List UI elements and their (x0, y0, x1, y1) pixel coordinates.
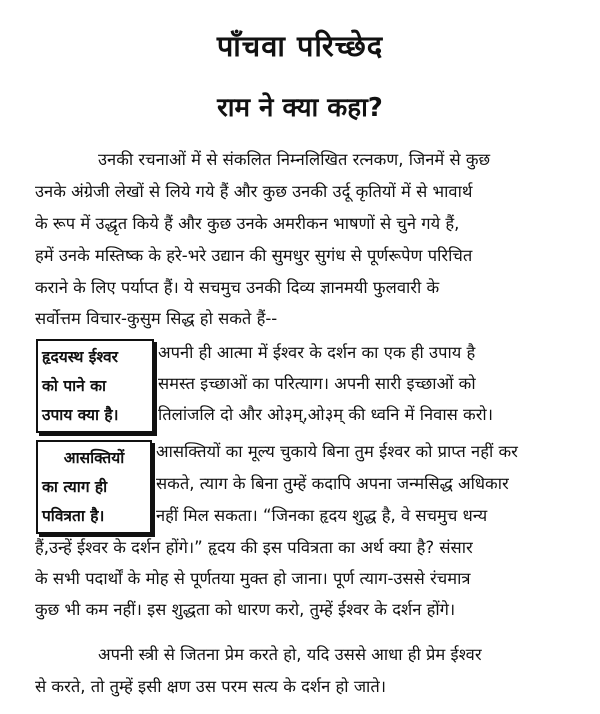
paragraph-line: हैं,उन्हें ईश्वर के दर्शन होंगे।” हृदय की इस पवित्रता का अर्थ क्या है? संसार (35, 538, 473, 557)
paragraph-line: कुछ भी कम नहीं। इस शुद्धता को धारण करो, तुम्हें ईश्वर के दर्शन होंगे। (35, 600, 456, 619)
intro-line: कराने के लिए पर्याप्त हैं। ये सचमुच उनकी दिव्य ज्ञानमयी फुलवारी के (35, 278, 440, 297)
intro-line: हमें उनके मस्तिष्क के हरे-भरे उद्यान की सुमधुर सुगंध से पूर्णरूपेण परिचित (35, 246, 473, 265)
paragraph-line: नहीं मिल सकता। “जिनका हृदय शुद्ध है, वे सचमुच धन्य (156, 506, 488, 525)
paragraph-line: आसक्तियों का मूल्य चुकाये बिना तुम ईश्वर को प्राप्त नहीं कर (156, 442, 518, 461)
sidenote-line: पवित्रता है। (42, 507, 105, 525)
paragraph-line: सकते, त्याग के बिना तुम्हें कदापि अपना जन्मसिद्ध अधिकार (156, 474, 509, 493)
sidenote-line: आसक्तियों (63, 449, 125, 467)
paragraph-line: समस्त इच्छाओं का परित्याग। अपनी सारी इच्छाओं को (158, 374, 476, 393)
intro-line: उनके अंग्रेजी लेखों से लिये गये हैं और कुछ उनकी उर्दू कृतियों में से भावार्थ (35, 182, 473, 201)
intro-line: सर्वोत्तम विचार-कुसुम सिद्ध हो सकते हैं-- (35, 309, 278, 328)
sidenote-box (36, 440, 152, 534)
paragraph-line: के सभी पदार्थों के मोह से पूर्णतया मुक्त हो जाना। पूर्ण त्याग-उससे रंचमात्र (35, 569, 471, 588)
paragraph-line: तिलांजलि दो और ओ३म्,ओ३म् की ध्वनि में निवास करो। (158, 405, 493, 424)
paragraph-line: अपनी ही आत्मा में ईश्वर के दर्शन का एक ही उपाय है (158, 343, 476, 362)
sidenote-line: का त्याग ही (42, 478, 108, 496)
sidenote-box (36, 339, 154, 433)
chapter-subtitle: राम ने क्या कहा? (217, 93, 383, 123)
paragraph-line: अपनी स्त्री से जितना प्रेम करते हो, यदि उससे आधा ही प्रेम ईश्वर (98, 645, 482, 664)
paragraph-line: से करते, तो तुम्हें इसी क्षण उस परम सत्य के दर्शन हो जाते। (35, 677, 386, 696)
intro-line: के रूप में उद्धृत किये हैं और कुछ उनके अमरीकन भाषणों से चुने गये हैं, (35, 214, 460, 233)
intro-line: उनकी रचनाओं में से संकलित निम्नलिखित रत्नकण, जिनमें से कुछ (98, 150, 491, 169)
chapter-title: पाँचवा परिच्छेद (216, 29, 384, 63)
sidenote-line: को पाने का (42, 377, 107, 395)
sidenote-line: हृदयस्थ ईश्वर (42, 348, 118, 366)
sidenote-line: उपाय क्या है। (42, 406, 119, 424)
